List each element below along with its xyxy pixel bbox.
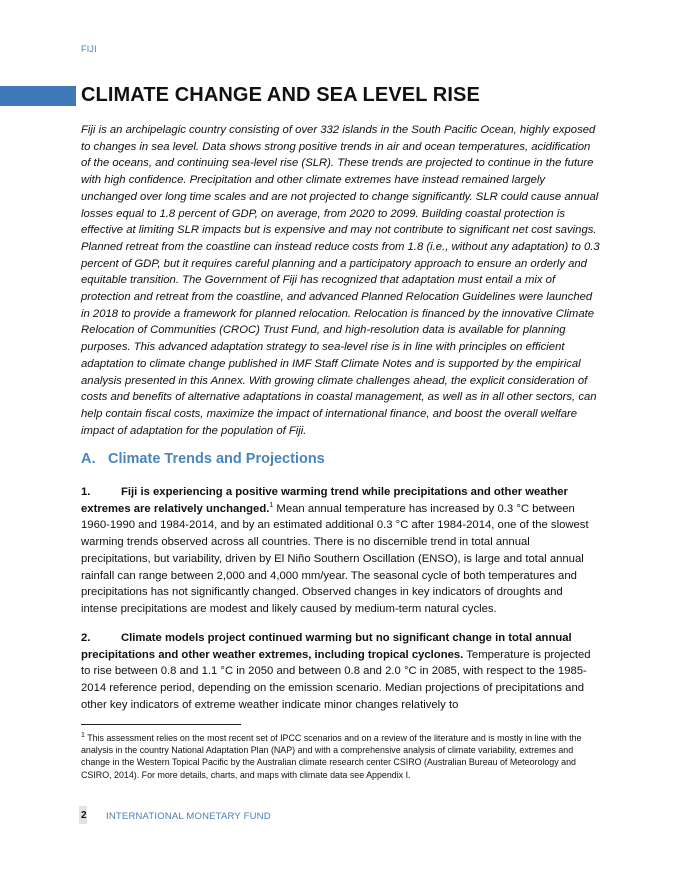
intro-summary: Fiji is an archipelagic country consisting of over 332 islands in the South Pacific Ocean, highly exposed to changes in sea level. Data shows strong positive trends in air and ocean temperatures, acidification of the oceans, and continuing sea-level rise (SLR). These trends are projected to continue in the future with high confidence. Precipitation and other climate extremes have instead remained largely unchanged over long time scales and are not projected to change significantly. SLR could cause annual losses equal to 1.8 percent of GDP, on average, from 2020 to 2099. Building coastal protection is effective at limiting SLR impacts but is expensive and may not contribute to significant net cost savings. Planned retreat from the coastline can instead reduce costs from 1.8 (i.e., without any adaptation) to 0.3 percent of GDP, but it requires careful planning and a participatory approach to ensure an orderly and equitable transition. The Government of Fiji has recognized that adaptation must entail a mix of protection and retreat from the coastline, and advanced Planned Relocation Guidelines were launched in 2018 to provide a framework for planned relocation. Relocation is financed by the innovative Climate Relocation of Communities (CROC) Trust Fund, and high-resolution data is available for planning purposes. This advanced adaptation strategy to sea-level rise is in line with principles on efficient adaptation to climate change published in IMF Staff Climate Notes and is supported by the empirical analysis presented in this Annex. With growing climate challenges ahead, the explicit consideration of costs and benefits of alternative adaptations in coastal management, as well as in all other sectors, can help contain fiscal costs, maximize the impact of international finance, and boost the overall welfare impact of adaptation for the population of Fiji. — [81, 124, 600, 437]
section-letter: A. — [81, 451, 96, 467]
footer-publisher: INTERNATIONAL MONETARY FUND — [106, 811, 271, 822]
page-number: 2 — [81, 810, 87, 821]
paragraph-lead: Climate models project continued warming but no significant change in total annual precipitations and other weather extremes, including tropical cyclones. — [81, 632, 572, 661]
paragraph-number: 1. — [81, 486, 91, 498]
footnote-reference[interactable]: 1 — [269, 501, 274, 509]
running-head: FIJI — [81, 44, 97, 54]
paragraph-body: Mean annual temperature has increased by 0.3 °C between 1960-1990 and 1984-2014, and by an estimated additional 0.3 °C after 1984-2014, one of the slowest warming trends observed across all countries. There is no discernible trend in total annual precipitations, but variability, driven by El Niño Southern Oscillation (ENSO), is large and total annual rainfall can range between 2,000 and 4,000 mm/year. The seasonal cycle of both temperatures and precipitations has not significantly changed. Observed changes in key indicators of droughts and intense precipitations are modest and likely caused by medium-term natural cycles. — [81, 502, 589, 615]
footnote-number: 1 — [81, 732, 85, 740]
footnote — [81, 732, 601, 781]
footnote-divider — [81, 724, 241, 725]
page-title: CLIMATE CHANGE AND SEA LEVEL RISE — [81, 84, 480, 106]
footnote-text: This assessment relies on the most recent set of IPCC scenarios and on a review of the literature and is mostly in line with the analysis in the country National Adaptation Plan (NAP) and with a comprehensive analysis of climate variability, extremes and change in the Western Topical Pacific by the Australian climate research center CSIRO (Australian Bureau of Meteorology and CSIRO, 2014). For more details, charts, and maps with climate data see Appendix I. — [81, 733, 582, 780]
section-title: Climate Trends and Projections — [108, 451, 325, 467]
section-heading — [81, 451, 325, 467]
paragraph-number: 2. — [81, 632, 91, 644]
paragraph-2 — [81, 630, 600, 714]
paragraph-1 — [81, 484, 600, 618]
paragraph-body: Temperature is projected to rise between 0.8 and 1.1 °C in 2050 and between 0.8 and 2.0 °C in 2085, with respect to the 1985-2014 reference period, depending on the emission scenario. Median projections of precipitations and other key indicators of extreme weather indicate minor changes relatively to — [81, 648, 591, 711]
title-accent-bar — [0, 86, 76, 106]
paragraph-lead: Fiji is experiencing a positive warming trend while precipitations and other weather extremes are relatively unchanged. — [81, 486, 568, 515]
